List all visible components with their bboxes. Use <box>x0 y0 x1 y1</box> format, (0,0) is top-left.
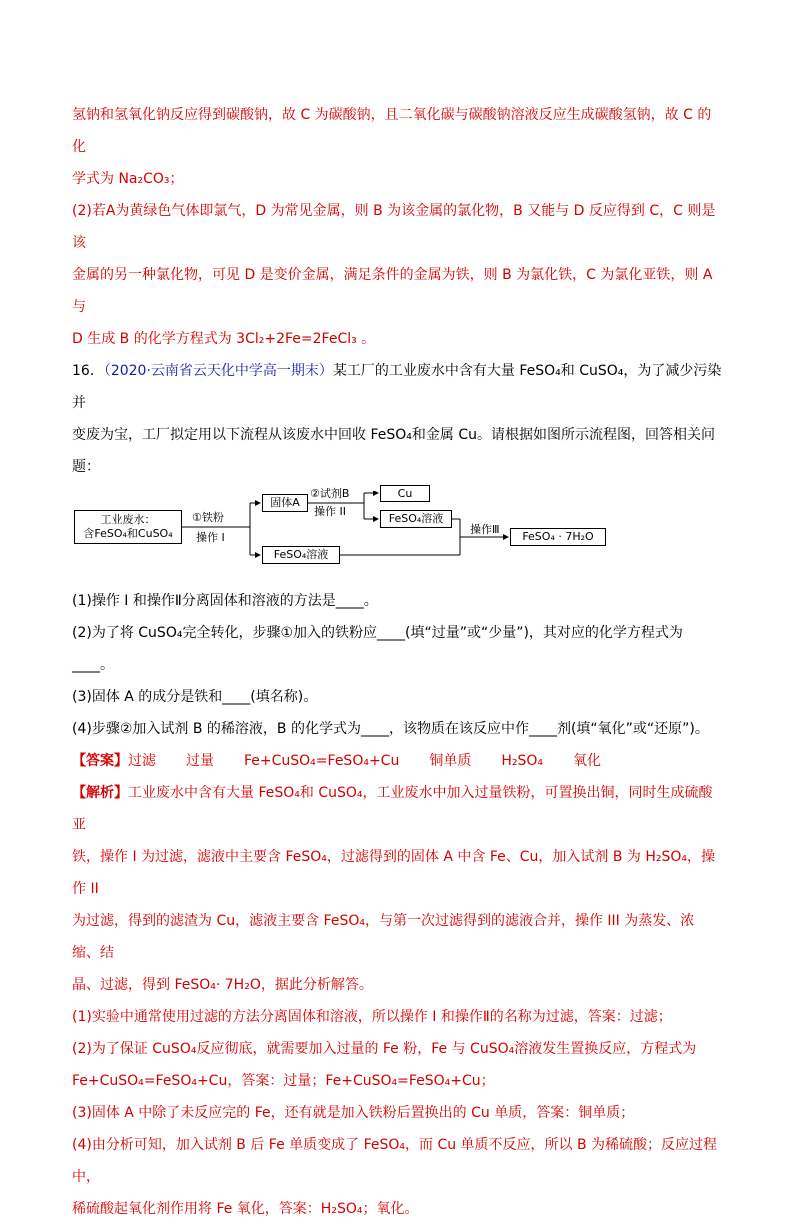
flow-box-start <box>74 510 182 544</box>
answer-tag: 【答案】 <box>72 753 128 769</box>
question-16-line <box>72 355 722 419</box>
analysis-tag: 【解析】 <box>72 785 128 801</box>
text-line: 学式为 Na₂CO₃； <box>72 171 184 187</box>
question-source: （2020·云南省云天化中学高一期末） <box>103 363 333 379</box>
answer-2: 过量 <box>186 753 214 769</box>
text-line: (2)若A为黄绿色气体即氯气，D 为常见金属，则 B 为该金属的氯化物，B 又能与 D 反应得到 C，C 则是该 <box>72 203 716 251</box>
analysis-line <box>72 777 722 841</box>
text-line: 氢钠和氢氧化钠反应得到碳酸钠，故 C 为碳酸钠，且二氧化碳与碳酸钠溶液反应生成碳酸氢钠，故 C 的化 <box>72 107 712 155</box>
text-line: (1)实验中通常使用过滤的方法分离固体和溶液，所以操作 I 和操作Ⅱ的名称为过滤，答案：过滤； <box>72 1009 672 1025</box>
sub-question-3: (3)固体 A 的成分是铁和____(填名称)。 <box>72 689 318 705</box>
sub-question-2: (2)为了将 CuSO₄完全转化，步骤①加入的铁粉应____(填“过量”或“少量”)，其对应的化学方程式为____。 <box>72 625 683 673</box>
flow-label-op2: 操作 II <box>314 505 346 518</box>
sub-question-1: (1)操作 I 和操作Ⅱ分离固体和溶液的方法是____。 <box>72 593 378 609</box>
text-line: 铁，操作 I 为过滤，滤液中主要含 FeSO₄，过滤得到的固体 A 中含 Fe、Cu，加入试剂 B 为 H₂SO₄，操作 II <box>72 849 715 897</box>
answer-4: 铜单质 <box>429 753 472 769</box>
flow-label-op3: 操作Ⅲ <box>470 523 500 536</box>
question-text: 某工厂的工业废水中含有大量 FeSO₄和 CuSO₄，为了减少污染并 <box>72 363 722 411</box>
flow-box-start-line2: 含FeSO₄和CuSO₄ <box>83 527 173 540</box>
text-line: (3)固体 A 中除了未反应完的 Fe，还有就是加入铁粉后置换出的 Cu 单质，答案：铜单质； <box>72 1105 635 1121</box>
answer-line <box>72 745 722 777</box>
flow-label-step1: ①铁粉 <box>192 511 224 524</box>
text-line: 变废为宝，工厂拟定用以下流程从该废水中回收 FeSO₄和金属 Cu。请根据如图所示流程图，回答相关问题： <box>72 427 715 475</box>
flow-box-start-line1: 工业废水： <box>100 513 156 526</box>
text-line: D 生成 B 的化学方程式为 3Cl₂+2Fe=2FeCl₃ 。 <box>72 331 376 347</box>
text-line: 金属的另一种氯化物，可见 D 是变价金属，满足条件的金属为铁，则 B 为氯化铁，C 为氯化亚铁，则 A 与 <box>72 267 713 315</box>
answer-3: Fe+CuSO₄=FeSO₄+Cu <box>244 753 400 769</box>
text-line: 稀硫酸起氧化剂作用将 Fe 氧化，答案：H₂SO₄；氧化。 <box>72 1201 419 1217</box>
answer-5: H₂SO₄ <box>501 753 543 769</box>
flow-label-step2: ②试剂B <box>310 487 350 500</box>
text-line: 晶、过滤，得到 FeSO₄· 7H₂O，据此分析解答。 <box>72 977 373 993</box>
flow-box-cu: Cu <box>380 485 430 502</box>
flowchart <box>72 487 722 579</box>
answer-6: 氧化 <box>573 753 601 769</box>
text-line: (4)由分析可知，加入试剂 B 后 Fe 单质变成了 FeSO₄，而 Cu 单质不反应，所以 B 为稀硫酸；反应过程中， <box>72 1137 718 1185</box>
text-line: 为过滤，得到的滤渣为 Cu，滤液主要含 FeSO₄，与第一次过滤得到的滤液合并，操作 III 为蒸发、浓缩、结 <box>72 913 695 961</box>
flow-box-feso4-lower: FeSO₄溶液 <box>262 546 340 564</box>
flow-label-op1: 操作 I <box>196 531 225 544</box>
text-line: Fe+CuSO₄=FeSO₄+Cu，答案：过量；Fe+CuSO₄=FeSO₄+Cu； <box>72 1073 495 1089</box>
question-number: 16． <box>72 363 104 379</box>
flow-box-feso4-upper: FeSO₄溶液 <box>380 510 452 528</box>
analysis-text: 工业废水中含有大量 FeSO₄和 CuSO₄，工业废水中加入过量铁粉，可置换出铜，同时生成硫酸亚 <box>72 785 713 833</box>
flow-box-solid-a: 固体A <box>262 494 308 512</box>
answer-1: 过滤 <box>128 753 156 769</box>
sub-question-4: (4)步骤②加入试剂 B 的稀溶液，B 的化学式为____，该物质在该反应中作____剂(填“氧化”或“还原”)。 <box>72 721 709 737</box>
document-content <box>72 99 722 1225</box>
flow-box-product: FeSO₄ · 7H₂O <box>510 528 606 546</box>
text-line: (2)为了保证 CuSO₄反应彻底，就需要加入过量的 Fe 粉，Fe 与 CuSO₄溶液发生置换反应，方程式为 <box>72 1041 697 1057</box>
